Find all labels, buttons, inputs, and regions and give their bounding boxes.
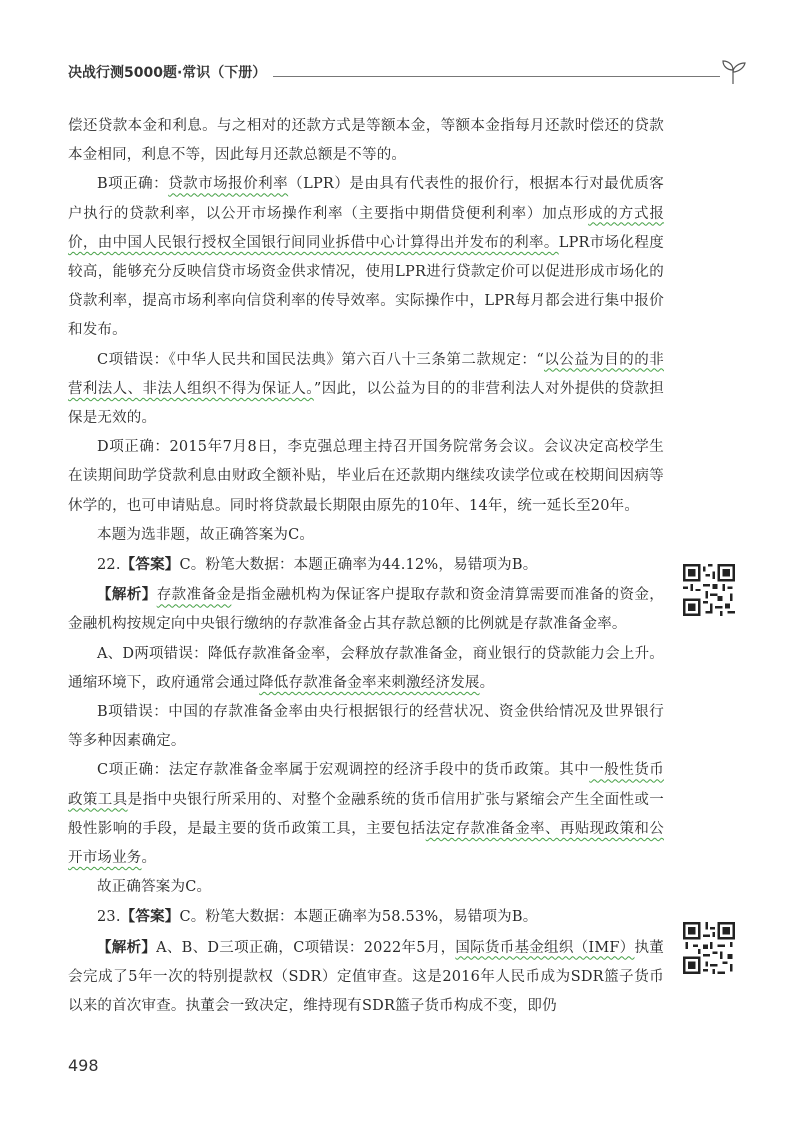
- paragraph-conclusion: 本题为选非题，故正确答案为C。: [97, 526, 315, 543]
- text-run: LPR市场化程度较高，能够充分反映信贷市场资金供求情况，使用LPR进行贷款定价可以促进形成市场化的贷款利率，提高市场利率向信贷利率的传导效率。实际操作中，LPR每月都会进行集中报价和发布。: [68, 234, 664, 339]
- answer-label: 【答案】: [120, 908, 180, 926]
- option-label: B项正确：: [97, 176, 169, 193]
- question-number: 22.: [97, 557, 121, 574]
- paragraph-option-c: [68, 346, 664, 434]
- analysis-label: 【解析】: [97, 938, 157, 956]
- text-run: ”因此，以公益为目的的非营利法人对外提供的贷款担保是无效的。: [68, 380, 664, 427]
- page-body: [68, 112, 664, 1021]
- text-run: 。: [141, 850, 157, 867]
- analysis-label: 【解析】: [97, 586, 157, 604]
- text-run: A、B、D三项正确，C项错误：2022年5月，: [156, 939, 456, 956]
- highlight-reserve: 存款准备金: [156, 587, 232, 604]
- paragraph-continuation: 偿还贷款本金和利息。与之相对的还款方式是等额本金，等额本金指每月还款时偿还的贷款本金相同，利息不等，因此每月还款总额是不等的。: [68, 118, 664, 164]
- highlight-stimulus: 降低存款准备金率来刺激经济发展: [259, 674, 480, 691]
- highlight-imf: 国际货币基金组织（IMF）: [455, 939, 635, 956]
- highlight-civil-code: 以公益为目的的非营利法人、非法人组织不得为保证人。: [68, 351, 664, 397]
- analysis-23: [68, 933, 664, 1022]
- qr-code-icon[interactable]: [683, 564, 735, 616]
- paragraph-option-c-22: [68, 756, 664, 873]
- text-run: 是指金融机构为保证客户提取存款和资金清算需要而准备的资金，金融机构按规定向中央银行缴纳的存款准备金占其存款总额的比例就是存款准备金率。: [68, 587, 664, 633]
- text-run: 执董会完成了5年一次的特别提款权（SDR）定值审查。这是2016年人民币成为SDR篮子货币以来的首次审查。执董会一致决定，维持现有SDR篮子货币构成不变，即仍: [68, 939, 664, 1015]
- paragraph-conclusion-22: 故正确答案为C。: [97, 879, 212, 896]
- header-title: 决战行测5000题·常识（下册）: [68, 65, 267, 81]
- paragraph-option-b: [68, 170, 664, 345]
- analysis-22: [68, 580, 664, 639]
- text-run: 是指中央银行所采用的、对整个金融系统的货币信用扩张与紧缩会产生全面性或一般性影响的手段，是最主要的货币政策工具，主要包括: [68, 791, 664, 837]
- running-header: [68, 58, 748, 88]
- answer-label: 【答案】: [120, 556, 180, 574]
- page-number: 498: [68, 1056, 99, 1075]
- text-run: A、D两项错误：降低存款准备金率，会释放存款准备金，商业银行的贷款能力会上升。通缩环境下，政府通常会通过: [68, 645, 664, 691]
- paragraph-option-b-22: B项错误：中国的存款准备金率由央行根据银行的经营状况、资金供给情况及世界银行等多种因素确定。: [68, 704, 664, 750]
- highlight-lpr: 贷款市场报价利率: [168, 176, 289, 193]
- answer-stats: C。粉笔大数据：本题正确率为58.53%，易错项为B。: [179, 909, 538, 926]
- highlight-tools-list: 法定存款准备金率、再贴现政策和公开市场业务: [68, 820, 664, 867]
- header-rule: [273, 76, 720, 77]
- highlight-lpr-method: 成的方式报价，由中国人民银行授权全国银行间同业拆借中心计算得出并发布的利率。: [68, 205, 665, 251]
- text-run: 。: [479, 674, 495, 691]
- text-run: C项正确：法定存款准备金率属于宏观调控的经济手段中的货币政策。其中: [97, 762, 590, 779]
- text-run: （LPR）是由具有代表性的报价行，根据本行对最优质客户执行的贷款利率，以公开市场操作利率（主要指中期借贷便利利率）加点形: [68, 176, 664, 222]
- text-run: C项错误：《中华人民共和国民法典》第六百八十三条第二款规定：“: [97, 351, 544, 368]
- question-number: 23.: [97, 909, 121, 926]
- answer-23: [68, 902, 664, 932]
- answer-stats: C。粉笔大数据：本题正确率为44.12%，易错项为B。: [179, 557, 538, 574]
- qr-code-icon[interactable]: [683, 922, 735, 974]
- answer-22: [68, 550, 664, 580]
- paragraph-option-ad: [68, 640, 664, 698]
- sprout-icon: [718, 58, 748, 86]
- paragraph-option-d: D项正确：2015年7月8日，李克强总理主持召开国务院常务会议。会议决定高校学生在读期间助学贷款利息由财政全额补贴，毕业后在还款期内继续攻读学位或在校期间因病等休学的，也可申请贴息。同时将贷款最长期限由原先的10年、14年，统一延长至20年。: [68, 439, 664, 514]
- highlight-policy-tool: 一般性货币政策工具: [68, 762, 664, 808]
